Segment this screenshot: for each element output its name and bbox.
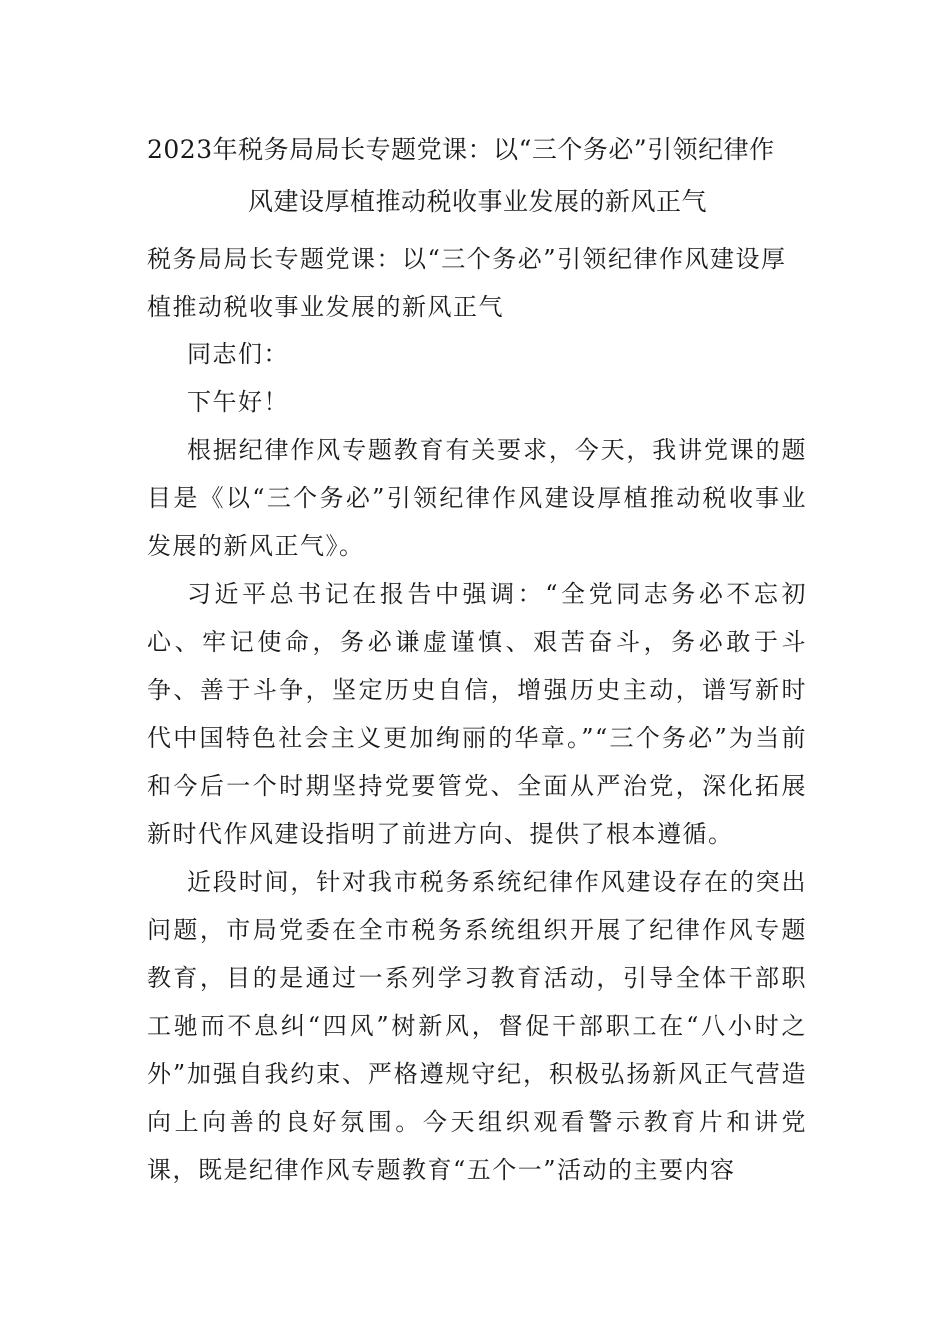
- document-body: [147, 330, 807, 1194]
- paragraph-background: 近段时间，针对我市税务系统纪律作风建设存在的突出问题，市局党委在全市税务系统组织开展了纪律作风专题教育，目的是通过一系列学习教育活动，引导全体干部职工驰而不息纠“四风”树新风，督促干部职工在“八小时之外”加强自我约束、严格遵规守纪，积极弘扬新风正气营造向上向善的良好氛围。今天组织观看警示教育片和讲党课，既是纪律作风专题教育“五个一”活动的主要内容: [147, 868, 807, 1184]
- paragraph-greeting: 下午好！: [187, 388, 289, 416]
- document-title-line-1: 2023年税务局局长专题党课：以“三个务必”引领纪律作: [147, 135, 775, 164]
- paragraph-salutation: 同志们：: [187, 340, 289, 368]
- paragraph-topic: 根据纪律作风专题教育有关要求，今天，我讲党课的题目是《以“三个务必”引领纪律作风建设厚植推动税收事业发展的新风正气》。: [147, 436, 807, 560]
- paragraph-quote: 习近平总书记在报告中强调：“全党同志务必不忘初心、牢记使命，务必谦虚谨慎、艰苦奋斗，务必敢于斗争、善于斗争，坚定历史自信，增强历史主动，谱写新时代中国特色社会主义更加绚丽的华章。”“三个务必”为当前和今后一个时期坚持党要管党、全面从严治党，深化拓展新时代作风建设指明了前进方向、提供了根本遵循。: [147, 580, 807, 848]
- document-subtitle: 税务局局长专题党课：以“三个务必”引领纪律作风建设厚植推动税收事业发展的新风正气: [147, 245, 787, 321]
- document-title-line-2: 风建设厚植推动税收事业发展的新风正气: [248, 187, 708, 216]
